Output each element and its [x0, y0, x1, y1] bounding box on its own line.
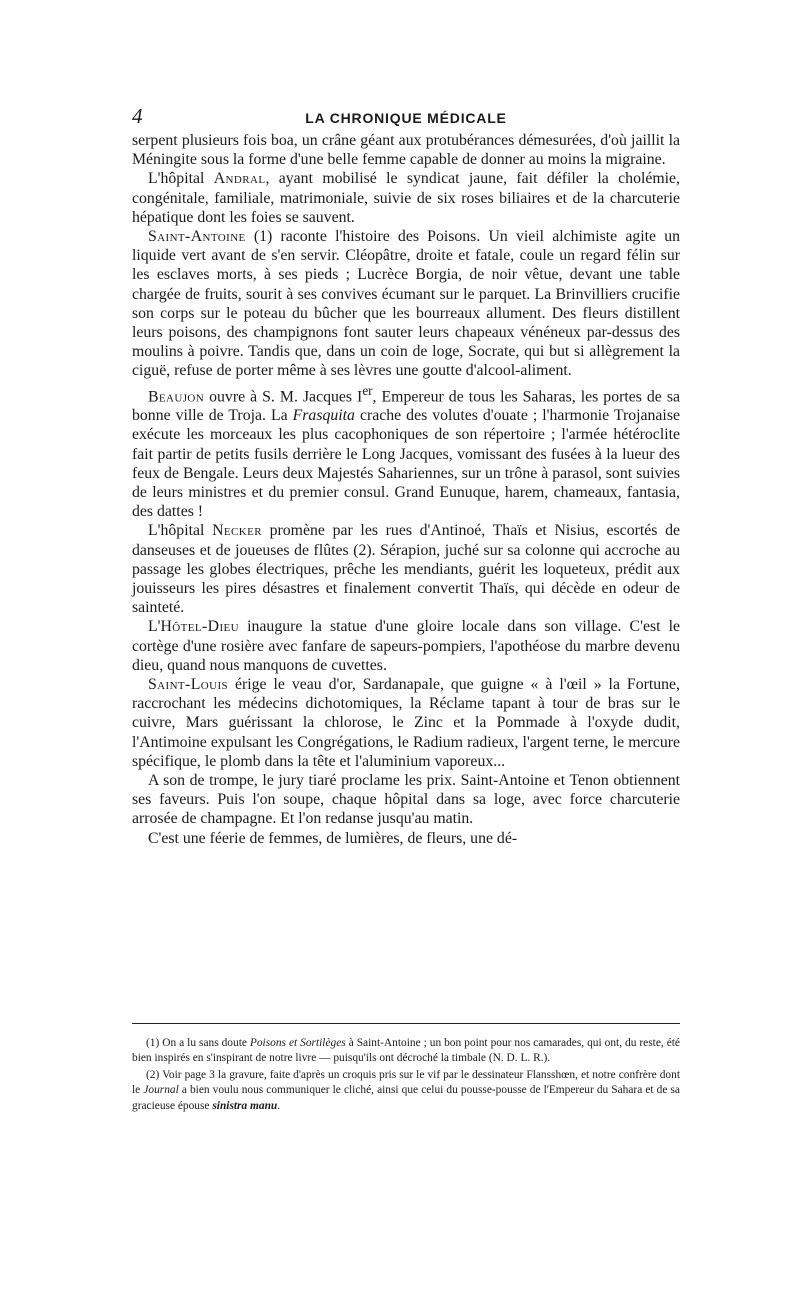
paragraph-text: ouvre à S. M. Jacques I	[204, 387, 363, 405]
paragraph-lead: L'hôpital	[148, 522, 205, 540]
paragraph-feerie	[132, 829, 680, 848]
paragraph-beaujon	[132, 381, 680, 522]
paragraph-text: , Empereur de tous les Saharas, les portes de sa bonne ville de Troja. La	[132, 387, 680, 425]
paragraph-meningite	[132, 131, 680, 169]
body-text	[132, 131, 680, 848]
ordinal-superscript: er	[362, 382, 373, 398]
paragraph-text: , ayant mobilisé le syndicat jaune, fait défiler la cholémie, congénitale, familiale, matrimoniale, suivie de six roses biliaires et de la charcuterie hépatique dont les foies se sauvent.	[132, 170, 681, 226]
paragraph-text: inaugure la statue d'une gloire locale dans son village. C'est le cortège d'une rosière avec fanfare de sapeurs-pompiers, l'apothéose du marbre devenu dieu, quand nous manquons de cuvettes.	[132, 618, 680, 674]
footnote-text: (1) On a lu sans doute	[146, 1037, 250, 1049]
footnote-text: .	[277, 1099, 281, 1112]
paragraph-lead: L'	[148, 618, 161, 636]
paragraph-text: (1) raconte l'histoire des Poisons. Un vieil alchimiste agite un liquide vert avant de s'en servir. Cléopâtre, droite et fatale, coule un regard félin sur les esclaves morts, à ses pieds ; Lucrèce Borgia, de noir vêtue, devant une table chargée de fruits, sourit à ses convives écumant sur le parquet. La Brinvilliers crucifie son corps sur le poteau du bûcher que les bourreaux allument. Des fleurs distillent leurs poisons, des champignons font sauter leurs chapeaux vénéneux par-dessus des moulins à poivre. Tandis que, dans un coin de loge, Socrate, qui but si allègrement la ciguë, refuse de porter même à ses lèvres une goutte d'alcool-aliment.	[132, 228, 680, 380]
paragraph-text: C'est une féerie de femmes, de lumières, de fleurs, une dé-	[148, 829, 518, 847]
footnote-divider	[132, 1023, 680, 1024]
paragraph-text: érige le veau d'or, Sardanapale, que guigne « à l'œil » la Fortune, raccrochant les médecins dichotomiques, la Réclame tapant à tour de bras sur le cuivre, Mars guérissant la chlorose, le Zinc et la Pommade à l'oxyde dudit, l'Antimoine expulsant les Congrégations, le Radium radieux, l'argent terne, le mercure spécifique, le plomb dans la tête et l'aluminium vaporeux...	[132, 675, 680, 770]
italic-title-frasquita: Frasquita	[292, 407, 355, 425]
footnote-2	[132, 1068, 680, 1114]
paragraph-hotel-dieu	[132, 617, 680, 675]
footnote-text: (2) Voir page 3 la gravure, faite d'après un croquis pris sur le vif par le dessinateur Flansshœn, et notre confrère dont le	[132, 1068, 680, 1097]
paragraph-text: A son de trompe, le jury tiaré proclame les prix. Saint-Antoine et Tenon obtiennent ses faveurs. Puis l'on soupe, chaque hôpital dans sa loge, avec force charcuterie arrosée de champagne. Et l'on redanse jusqu'au matin.	[132, 771, 680, 828]
paragraph-saint-louis	[132, 675, 680, 771]
paragraph-text: serpent plusieurs fois boa, un crâne géant aux protubérances démesurées, d'où jaillit la Méningite sous la forme d'une belle femme capable de donner au moins la migraine.	[132, 132, 680, 169]
page-header	[132, 104, 680, 130]
italic-latin-phrase: sinistra manu	[212, 1099, 278, 1112]
italic-book-title: Poisons et Sortilèges	[249, 1037, 346, 1049]
footnote-text: à Saint-Antoine ; un bon point pour nos camarades, qui ont, du reste, été bien inspirés en s'inspirant de notre livre — puisqu'ils ont décroché la timbale (N. D. L. R.).	[132, 1037, 680, 1065]
hospital-name-saint-antoine: Saint-Antoine	[148, 228, 246, 246]
italic-journal-title: Journal	[143, 1084, 179, 1097]
paragraph-text: crache des volutes d'ouate ; l'harmonie Trojanaise exécute les morceaux les plus cacophoniques de son répertoire ; l'armée hétéroclite fait partir de petits fusils derrière le Long Jacques, vomissant des fusées à la lueur des feux de Bengale. Leurs deux Majestés Sahariennes, sur un trône à parasol, sont suivies de leurs ministres et du premier consul. Grand Eunuque, harem, chameaux, fantasia, des dattes !	[132, 407, 680, 521]
hospital-name-beaujon: Beaujon	[148, 387, 205, 405]
hospital-name-necker: Necker	[212, 522, 262, 540]
paragraph-text: promène par les rues d'Antinoé, Thaïs et Nisius, escortés de danseuses et de joueuses de flûtes (2). Sérapion, juché sur sa colonne qui accroche au passage les globes électriques, prêche les mendiants, guérit les loqueteux, prédit aux jouisseurs les pires désastres et finalement convertit Thaïs, qui décède en odeur de sainteté.	[132, 522, 680, 617]
hospital-name-saint-louis: Saint-Louis	[148, 675, 229, 693]
paragraph-andral	[132, 169, 680, 227]
running-head: LA CHRONIQUE MÉDICALE	[305, 110, 507, 126]
hospital-name-andral: Andral	[213, 170, 266, 188]
footnotes	[132, 1036, 680, 1114]
page-number: 4	[132, 104, 143, 128]
hospital-name-hotel-dieu: Hôtel-Dieu	[160, 618, 240, 636]
paragraph-saint-antoine	[132, 227, 680, 381]
footnote-text: a bien voulu nous communiquer le cliché, ainsi que celui du pousse-pousse de l'Empereur du Sahara et de sa gracieuse épouse	[132, 1084, 680, 1112]
footnote-1	[132, 1036, 680, 1067]
paragraph-jury	[132, 771, 680, 829]
paragraph-necker	[132, 521, 680, 617]
paragraph-lead: L'hôpital	[148, 170, 205, 188]
